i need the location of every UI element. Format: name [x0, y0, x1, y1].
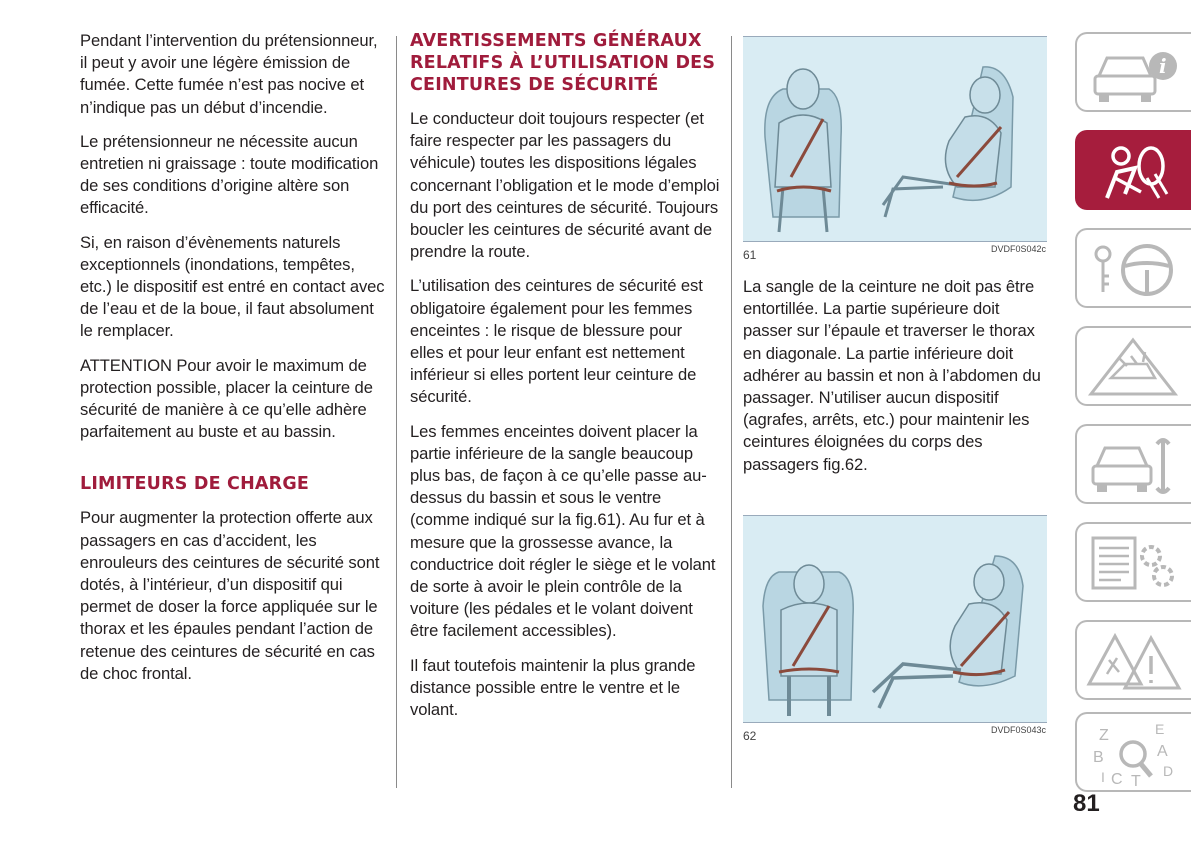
paragraph: Pour augmenter la protection offerte aux passagers en cas d’accident, les enrouleurs des ceintures de sécurité sont dotés, à l’intérieur, d’un dispositif qui permet de doser la force appliquée sur le thorax et les épaules pendant l’action de retenue des ceintures de sécurité en cas de choc frontal. — [80, 508, 380, 683]
warning-crash-icon — [1085, 334, 1185, 400]
paragraph: ATTENTION Pour avoir le maximum de protection possible, placer la ceinture de sécurité de manière à ce qu’elle adhère parfaitement au buste et au bassin. — [80, 355, 373, 442]
section-heading-limiteurs: LIMITEURS DE CHARGE — [80, 474, 310, 495]
svg-text:A: A — [1157, 743, 1168, 760]
figure-code: DVDF0S042c — [990, 244, 1046, 254]
svg-text:T: T — [1131, 773, 1141, 786]
tab-driving[interactable] — [1075, 228, 1191, 308]
tab-emergency[interactable] — [1075, 326, 1191, 406]
paragraph: Il faut toutefois maintenir la plus grande distance possible entre le ventre et le volant. — [410, 655, 696, 720]
figure-number: 61 — [743, 248, 757, 262]
column-middle — [410, 30, 720, 733]
tab-safety[interactable] — [1075, 130, 1191, 210]
svg-text:C: C — [1111, 771, 1123, 786]
airbag-seatbelt-icon — [1085, 138, 1185, 204]
figure-number: 62 — [743, 728, 757, 743]
svg-text:D: D — [1163, 763, 1174, 779]
paragraph: Le conducteur doit toujours respecter (et faire respecter par les passagers du véhicule) toutes les dispositions légales concernant l’obligation et le mode d’emploi du port des ceintures de sécurité. Toujours boucler les ceintures de sécurité avant de prendre la route. — [410, 109, 720, 262]
car-maintenance-icon — [1085, 432, 1185, 498]
column-left — [80, 30, 385, 697]
paragraph: L’utilisation des ceintures de sécurité est obligatoire également pour les femmes enceintes : le risque de blessure pour elles et pour leur enfant est nettement inférieur si elles portent leur ceinture de sécurité. — [410, 276, 703, 407]
paragraph: La sangle de la ceinture ne doit pas être entortillée. La partie supérieure doit passer sur l’épaule et traverser le thorax en diagonale. La partie inférieure doit adhérer au bassin et non à l’abdomen du passager. N’utiliser aucun dispositif (agrafes, arrêts, etc.) pour maintenir les ceintures éloignées du corps des passagers fig.62. — [743, 277, 1041, 474]
column-divider — [396, 36, 397, 788]
column-divider — [731, 36, 732, 788]
technical-data-icon — [1085, 530, 1185, 596]
car-info-icon — [1085, 40, 1185, 106]
figure-caption — [743, 246, 1048, 264]
alphabetical-index-icon — [1085, 720, 1185, 786]
warning-triangles-icon — [1085, 628, 1185, 694]
paragraph: Pendant l’intervention du prétensionneur, il peut y avoir une légère émission de fumée. Cette fumée n’est pas nocive et n’indique pas un début d’incendie. — [80, 31, 378, 117]
column-right — [743, 30, 1048, 745]
paragraph: Les femmes enceintes doivent placer la partie inférieure de la sangle beaucoup plus bas, de façon à ce qu’elle passe au-dessus du bassin et sous le ventre (comme indiqué sur la fig.61). Au fur et à mesure que la grossesse avance, la conductrice doit régler le siège et le volant de sorte à avoir le plein contrôle de la voiture (les pédales et le volant doivent être facilement accessibles). — [410, 421, 716, 641]
svg-text:B: B — [1093, 749, 1104, 766]
paragraph: Si, en raison d’évènements naturels exceptionnels (inondations, tempêtes, etc.) le dispositif est entré en contact avec de l’eau et de la boue, il faut absolument le remplacer. — [80, 232, 385, 341]
tab-car-info[interactable] — [1075, 32, 1191, 112]
svg-text:I: I — [1101, 769, 1105, 785]
page-number: 81 — [1073, 790, 1100, 817]
paragraph: Le prétensionneur ne nécessite aucun entretien ni graissage : toute modification de ses conditions d’origine altère son efficacité. — [80, 131, 379, 218]
svg-text:Z: Z — [1099, 727, 1109, 744]
key-steering-wheel-icon — [1085, 236, 1185, 302]
figure-61-seatbelt-pregnant — [743, 36, 1047, 242]
figure-62-seatbelt-correct — [743, 515, 1047, 723]
tab-technical-data[interactable] — [1075, 522, 1191, 602]
figure-caption — [743, 724, 1048, 745]
section-heading-avertissements: AVERTISSEMENTS GÉNÉRAUX RELATIFS À L’UTILISATION DES CEINTURES DE SÉCURITÉ — [410, 31, 716, 95]
tab-index[interactable] — [1075, 712, 1191, 792]
tab-warnings[interactable] — [1075, 620, 1191, 700]
svg-text:i: i — [1159, 54, 1167, 78]
figure-code: DVDF0S043c — [990, 724, 1046, 735]
tab-maintenance[interactable] — [1075, 424, 1191, 504]
svg-text:E: E — [1155, 721, 1165, 737]
